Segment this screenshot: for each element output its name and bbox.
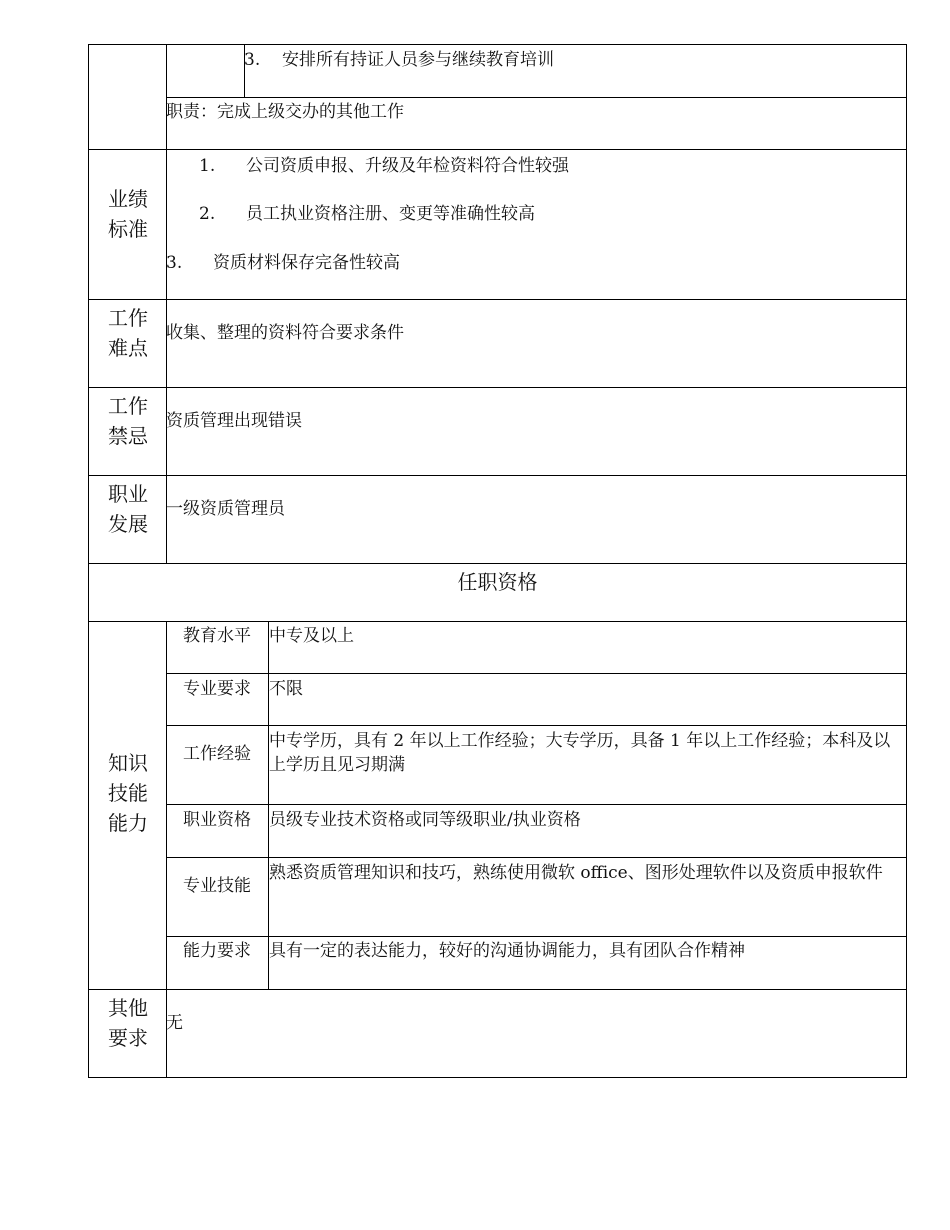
performance-item-number: 2. bbox=[199, 204, 216, 224]
other-text: 无 bbox=[166, 1013, 183, 1033]
performance-item-number: 3. bbox=[166, 253, 183, 273]
qualification-row-label: 职业资格 bbox=[183, 810, 251, 830]
difficulty-label: 工作 难点 bbox=[108, 306, 148, 360]
table-border-bottom bbox=[88, 1077, 907, 1078]
qualification-row-label: 能力要求 bbox=[183, 941, 251, 961]
qualification-group-label: 知识 技能 能力 bbox=[108, 751, 148, 835]
row-divider bbox=[166, 857, 907, 858]
qualification-row-value: 具有一定的表达能力，较好的沟通协调能力，具有团队合作精神 bbox=[269, 941, 745, 961]
difficulty-text: 收集、整理的资料符合要求条件 bbox=[166, 323, 404, 343]
other-label: 其他 要求 bbox=[108, 996, 148, 1050]
performance-label: 业绩 标准 bbox=[108, 187, 148, 241]
qualification-title: 任职资格 bbox=[457, 570, 538, 594]
qualification-row-label: 专业技能 bbox=[183, 876, 251, 896]
qualification-row-value: 不限 bbox=[269, 679, 303, 699]
row-divider bbox=[88, 299, 907, 300]
qualification-row-label: 教育水平 bbox=[183, 626, 251, 646]
row-divider bbox=[166, 725, 907, 726]
qualification-row-value: 中专及以上 bbox=[269, 626, 354, 646]
table-border-top bbox=[88, 44, 907, 45]
career-label: 职业 发展 bbox=[108, 482, 148, 536]
row-divider bbox=[166, 804, 907, 805]
qualification-row-value: 员级专业技术资格或同等级职业/执业资格 bbox=[269, 810, 581, 830]
performance-item-text: 资质材料保存完备性较高 bbox=[213, 253, 400, 273]
table-border-right bbox=[906, 44, 907, 1078]
row-divider bbox=[88, 563, 907, 564]
performance-item-text: 员工执业资格注册、变更等准确性较高 bbox=[246, 204, 535, 224]
row-divider bbox=[88, 621, 907, 622]
responsibility-item-text: 安排所有持证人员参与继续教育培训 bbox=[282, 50, 554, 70]
row-divider bbox=[166, 936, 907, 937]
taboo-label: 工作 禁忌 bbox=[108, 394, 148, 448]
qualification-row-label: 工作经验 bbox=[183, 744, 251, 764]
other-duty-text: 职责：完成上级交办的其他工作 bbox=[166, 102, 404, 122]
row-divider bbox=[88, 387, 907, 388]
row-divider bbox=[88, 475, 907, 476]
performance-item-text: 公司资质申报、升级及年检资料符合性较强 bbox=[246, 156, 569, 176]
row-divider bbox=[88, 149, 907, 150]
career-text: 一级资质管理员 bbox=[166, 499, 285, 519]
performance-item-number: 1. bbox=[199, 156, 216, 176]
qualification-row-value: 熟悉资质管理知识和技巧，熟练使用微软 office、图形处理软件以及资质申报软件 bbox=[269, 863, 883, 883]
row-divider bbox=[166, 673, 907, 674]
qualification-row-label: 专业要求 bbox=[183, 679, 251, 699]
qualification-row-value: 中专学历，具有 2 年以上工作经验；大专学历，具备 1 年以上工作经验；本科及以上学历且见习期满 bbox=[269, 731, 891, 775]
taboo-text: 资质管理出现错误 bbox=[166, 411, 302, 431]
responsibility-item-number: 3. bbox=[244, 50, 261, 70]
row-divider bbox=[166, 97, 907, 98]
row-divider bbox=[88, 989, 907, 990]
